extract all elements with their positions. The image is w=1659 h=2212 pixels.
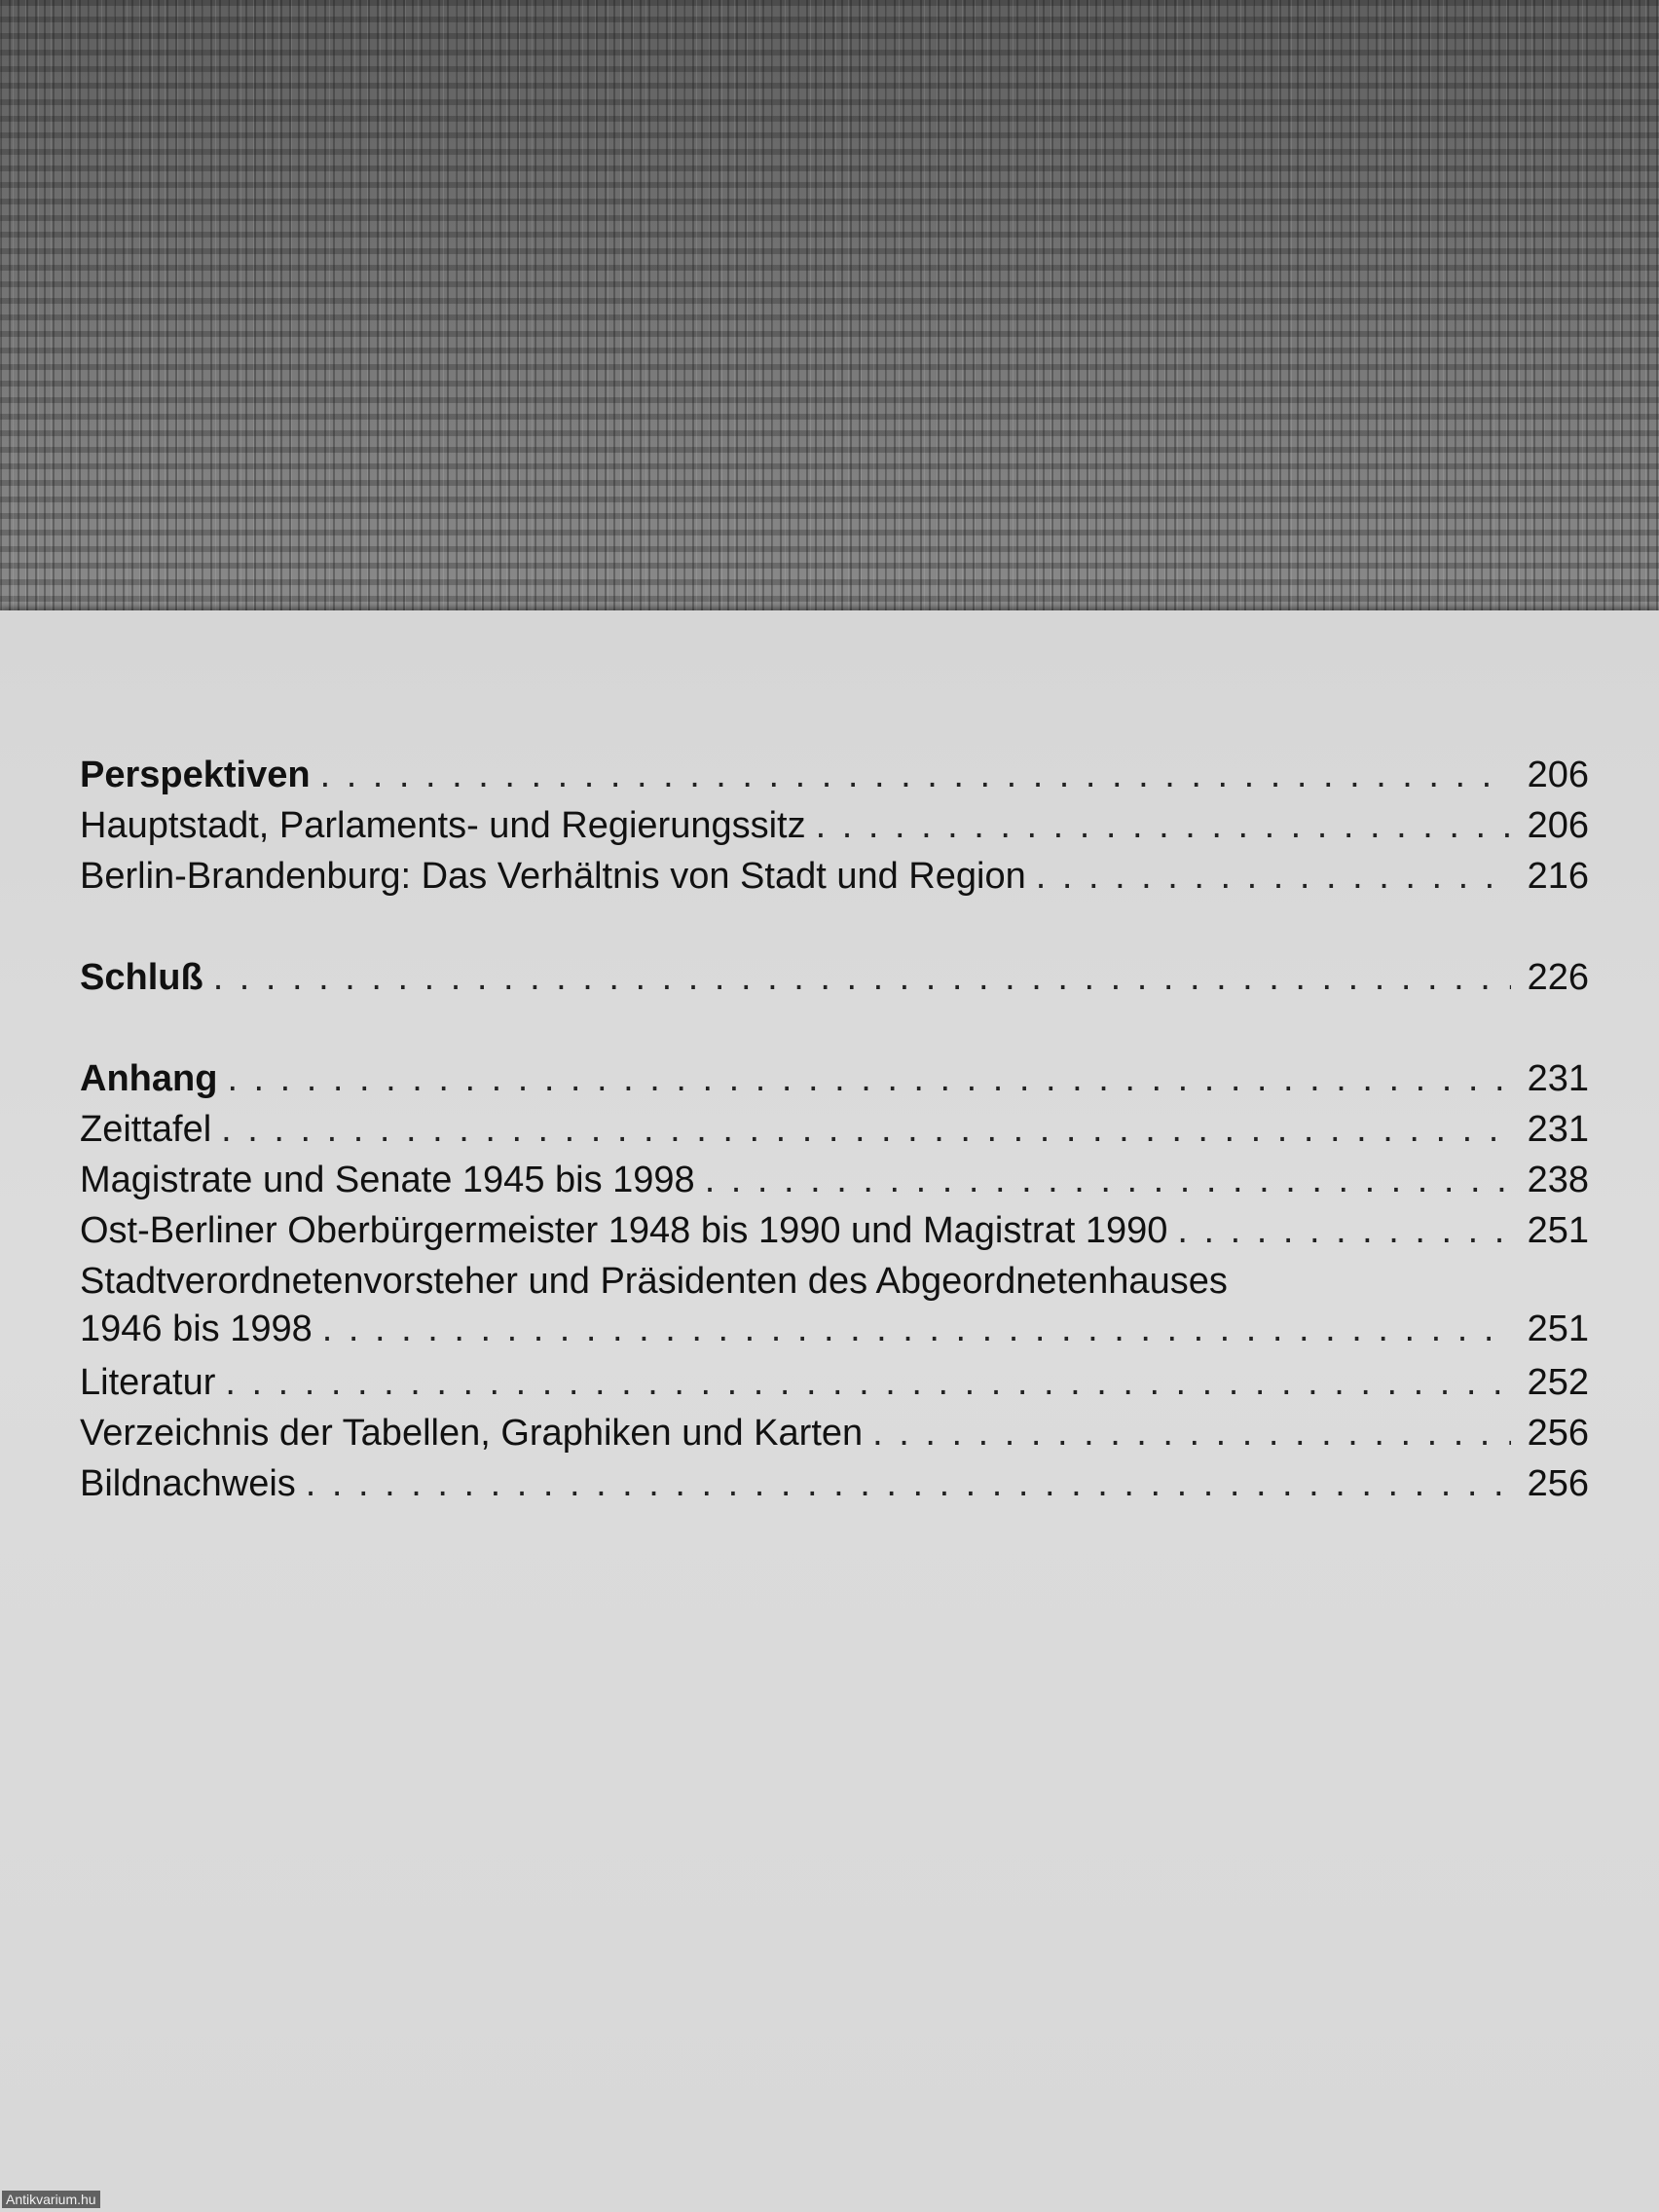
toc-page-number: 231 [1527, 1109, 1589, 1150]
toc-entry-berlin-brandenburg [80, 851, 1589, 902]
toc-entry-schluss [80, 952, 1589, 1003]
dot-leader [872, 1408, 1511, 1458]
watermark-label: Antikvarium.hu [2, 2191, 100, 2208]
toc-title: Ost-Berliner Oberbürgermeister 1948 bis 1990 und Magistrat 1990 [80, 1210, 1168, 1251]
toc-title: Bildnachweis [80, 1463, 296, 1504]
toc-entry-zeittafel [80, 1104, 1589, 1155]
toc-page-number: 226 [1527, 957, 1589, 998]
table-of-contents [80, 750, 1589, 1509]
dot-leader [221, 1104, 1511, 1155]
toc-title: Anhang [80, 1058, 218, 1099]
dot-leader [1036, 851, 1511, 902]
toc-title-line1: Stadtverordnetenvorsteher und Präsidenten des Abgeordnetenhauses [80, 1261, 1228, 1302]
toc-page-number: 252 [1527, 1362, 1589, 1403]
dot-leader [322, 1307, 1511, 1351]
toc-title: Verzeichnis der Tabellen, Graphiken und Karten [80, 1413, 864, 1454]
toc-title: Perspektiven [80, 755, 311, 795]
toc-title: Berlin-Brandenburg: Das Verhältnis von Stadt und Region [80, 856, 1026, 897]
toc-page-number: 231 [1527, 1058, 1589, 1099]
toc-entry-perspektiven [80, 750, 1589, 800]
toc-title: Magistrate und Senate 1945 bis 1998 [80, 1160, 695, 1200]
toc-entry-anhang [80, 1053, 1589, 1104]
dot-leader [816, 800, 1511, 851]
toc-entry-line2 [80, 1307, 1589, 1357]
dot-leader [306, 1458, 1511, 1509]
section-gap [80, 1003, 1589, 1053]
toc-entry-hauptstadt [80, 800, 1589, 851]
dot-leader [213, 952, 1511, 1003]
toc-page-number: 238 [1527, 1160, 1589, 1200]
dot-leader [225, 1357, 1511, 1408]
toc-page-number: 216 [1527, 856, 1589, 897]
toc-page-number: 206 [1527, 805, 1589, 846]
toc-entry-bildnachweis [80, 1458, 1589, 1509]
dot-leader [705, 1155, 1511, 1205]
toc-entry-magistrate [80, 1155, 1589, 1205]
toc-title: Hauptstadt, Parlaments- und Regierungssitz [80, 805, 806, 846]
dot-leader [320, 750, 1511, 800]
toc-title: Schluß [80, 957, 203, 998]
toc-page-number: 256 [1527, 1463, 1589, 1504]
dot-leader [1177, 1205, 1511, 1256]
toc-entry-verzeichnis [80, 1408, 1589, 1458]
toc-entry-ostberliner [80, 1205, 1589, 1256]
toc-page-number: 206 [1527, 755, 1589, 795]
toc-page-number: 251 [1527, 1210, 1589, 1251]
toc-entry-literatur [80, 1357, 1589, 1408]
toc-title: Zeittafel [80, 1109, 212, 1150]
toc-page-number: 256 [1527, 1413, 1589, 1454]
dot-leader [227, 1053, 1511, 1104]
section-gap [80, 902, 1589, 952]
toc-title-line2: 1946 bis 1998 [80, 1309, 313, 1349]
toc-page-number: 251 [1527, 1309, 1589, 1349]
background-surface [0, 0, 1659, 618]
toc-entry-stadtverordneten [80, 1256, 1589, 1357]
toc-title: Literatur [80, 1362, 216, 1403]
